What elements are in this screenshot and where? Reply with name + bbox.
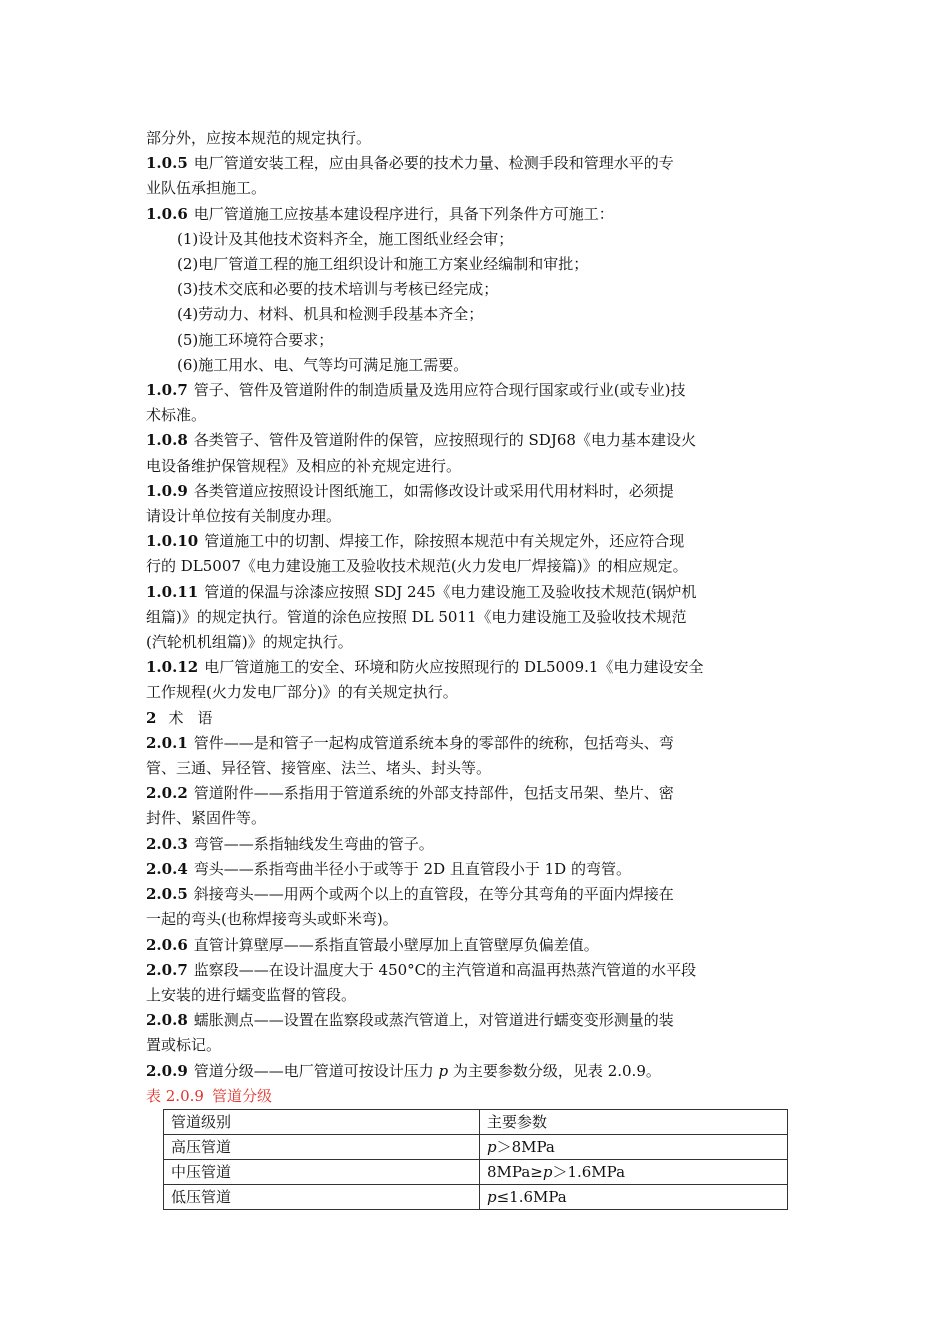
clause-number: 1.0.6 — [146, 204, 188, 223]
section-heading — [146, 706, 746, 731]
term-2-0-4: 2.0.4 弯头——系指弯曲半径小于或等于 2D 且直管段小于 1D 的弯管。 — [146, 859, 631, 878]
paragraph-line: 管、三通、异径管、接管座、法兰、堵头、封头等。 — [146, 759, 492, 778]
table-header-row — [164, 1109, 788, 1134]
condition-item: (2)电厂管道工程的施工组织设计和施工方案业经编制和审批； — [177, 255, 589, 274]
clause-1-0-6: 1.0.6 电厂管道施工应按基本建设程序进行，具备下列条件方可施工： — [146, 204, 614, 223]
term-2-0-2: 2.0.2 管道附件——系指用于管道系统的外部支持部件，包括支吊架、垫片、密 — [146, 784, 674, 803]
table-cell: p≤1.6MPa — [480, 1184, 788, 1209]
term-2-0-3: 2.0.3 弯管——系指轴线发生弯曲的管子。 — [146, 834, 434, 853]
table-cell: 8MPa≥p＞1.6MPa — [480, 1159, 788, 1184]
pipe-class-table — [163, 1109, 788, 1210]
paragraph-line: 业队伍承担施工。 — [146, 179, 267, 198]
clause-1-0-8: 1.0.8 各类管子、管件及管道附件的保管，应按照现行的 SDJ68《电力基本建设火 — [146, 431, 696, 450]
table-row — [164, 1184, 788, 1209]
condition-item: (3)技术交底和必要的技术培训与考核已经完成； — [177, 280, 499, 299]
condition-item: (1)设计及其他技术资料齐全，施工图纸业经会审； — [177, 229, 514, 248]
clause-1-0-12: 1.0.12 电厂管道施工的安全、环境和防火应按照现行的 DL5009.1《电力建设安全 — [146, 658, 704, 677]
paragraph-line: 置或标记。 — [146, 1036, 222, 1055]
term-2-0-6: 2.0.6 直管计算壁厚——系指直管最小壁厚加上直管壁厚负偏差值。 — [146, 935, 599, 954]
table-cell: 高压管道 — [164, 1134, 480, 1159]
paragraph-line: 封件、紧固件等。 — [146, 809, 267, 828]
clause-1-0-10: 1.0.10 管道施工中的切割、焊接工作，除按照本规范中有关规定外，还应符合现 — [146, 532, 685, 551]
condition-item: (6)施工用水、电、气等均可满足施工需要。 — [177, 355, 469, 374]
table-cell: p＞8MPa — [480, 1134, 788, 1159]
table-cell: 低压管道 — [164, 1184, 480, 1209]
table-caption — [146, 1084, 746, 1109]
clause-number: 1.0.5 — [146, 154, 188, 173]
paragraph-line: 电设备维护保管规程》及相应的补充规定进行。 — [146, 456, 462, 475]
document-page — [146, 126, 746, 1210]
term-2-0-9: 2.0.9 管道分级——电厂管道可按设计压力 p 为主要参数分级，见表 2.0.9。 — [146, 1061, 661, 1080]
condition-item: (5)施工环境符合要求； — [177, 330, 334, 349]
term-2-0-8: 2.0.8 蠕胀测点——设置在监察段或蒸汽管道上，对管道进行蠕变变形测量的装 — [146, 1011, 674, 1030]
table-number: 表 2.0.9 — [146, 1086, 204, 1105]
paragraph-line: 术标准。 — [146, 406, 207, 425]
paragraph-line: 部分外，应按本规范的规定执行。 — [146, 129, 372, 147]
table-title: 管道分级 — [211, 1086, 272, 1105]
table-header-cell: 主要参数 — [480, 1109, 788, 1134]
paragraph-line: 工作规程(火力发电厂部分)》的有关规定执行。 — [146, 683, 458, 702]
condition-item: (4)劳动力、材料、机具和检测手段基本齐全； — [177, 305, 484, 324]
clause-1-0-5: 1.0.5 电厂管道安装工程，应由具备必要的技术力量、检测手段和管理水平的专 — [146, 154, 674, 173]
paragraph-line: 组篇)》的规定执行。管道的涂色应按照 DL 5011《电力建设施工及验收技术规范 — [146, 607, 687, 626]
paragraph-line: 一起的弯头(也称焊接弯头或虾米弯)。 — [146, 910, 398, 929]
section-title: 术语 — [168, 708, 227, 727]
term-2-0-7: 2.0.7 监察段——在设计温度大于 450°C的主汽管道和高温再热蒸汽管道的水平段 — [146, 960, 697, 979]
table-row — [164, 1159, 788, 1184]
table-cell: 中压管道 — [164, 1159, 480, 1184]
paragraph-line: 请设计单位按有关制度办理。 — [146, 507, 342, 526]
section-number: 2 — [146, 708, 157, 727]
clause-1-0-9: 1.0.9 各类管道应按照设计图纸施工，如需修改设计或采用代用材料时，必须提 — [146, 481, 674, 500]
table-header-cell: 管道级别 — [164, 1109, 480, 1134]
clause-1-0-11: 1.0.11 管道的保温与涂漆应按照 SDJ 245《电力建设施工及验收技术规范(锅炉机 — [146, 582, 697, 601]
paragraph-line: 行的 DL5007《电力建设施工及验收技术规范(火力发电厂焊接篇)》的相应规定。 — [146, 557, 688, 576]
term-2-0-5: 2.0.5 斜接弯头——用两个或两个以上的直管段，在等分其弯角的平面内焊接在 — [146, 885, 674, 904]
paragraph-line: 上安装的进行蠕变监督的管段。 — [146, 985, 357, 1004]
paragraph-line: (汽轮机机组篇)》的规定执行。 — [146, 633, 353, 652]
table-row — [164, 1134, 788, 1159]
term-2-0-1: 2.0.1 管件——是和管子一起构成管道系统本身的零部件的统称，包括弯头、弯 — [146, 733, 674, 752]
clause-1-0-7: 1.0.7 管子、管件及管道附件的制造质量及选用应符合现行国家或行业(或专业)技 — [146, 381, 686, 400]
